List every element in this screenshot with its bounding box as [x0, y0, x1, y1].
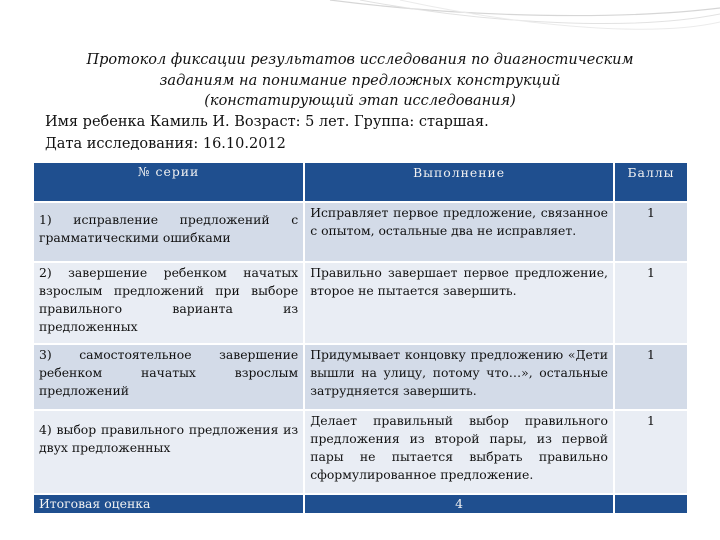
- title-line-3: (констатирующий этап исследования): [204, 93, 516, 109]
- total-label: Итоговая оценка: [34, 495, 303, 513]
- total-score: 4: [305, 495, 613, 513]
- title-line-1: Протокол фиксации результатов исследования по диагностическим: [86, 52, 634, 68]
- header-execution: Выполнение: [305, 163, 613, 201]
- row-score: 1: [615, 263, 687, 343]
- row-series: 4) выбор правильного предложения из двух предложенных: [34, 411, 303, 493]
- row-score: 1: [615, 345, 687, 409]
- row-score: 1: [615, 203, 687, 261]
- row-series: 2) завершение ребенком начатых взрослым предложений при выборе правильного варианта из предложенных: [34, 263, 303, 343]
- table-row: [34, 345, 687, 409]
- row-score: 1: [615, 411, 687, 493]
- total-row: [34, 495, 687, 513]
- title-line-2: заданиям на понимание предложных конструкций: [159, 72, 561, 89]
- header-series: № серии: [34, 163, 303, 201]
- table-header-row: [34, 163, 687, 201]
- header-score: Баллы: [615, 163, 687, 201]
- row-series: 1) исправление предложений с грамматическими ошибками: [34, 203, 303, 261]
- row-execution: Придумывает концовку предложению «Дети вышли на улицу, потому что…», остальные затрудняется завершить.: [305, 345, 613, 409]
- total-empty-cell: [615, 495, 687, 513]
- document-title: [40, 50, 680, 112]
- child-info: Имя ребенка Камиль И. Возраст: 5 лет. Группа: старшая.: [45, 114, 489, 130]
- table-row: [34, 263, 687, 343]
- row-execution: Исправляет первое предложение, связанное с опытом, остальные два не исправляет.: [305, 203, 613, 261]
- table-row: [34, 411, 687, 493]
- results-table: [32, 161, 689, 515]
- row-execution: Делает правильный выбор правильного предложения из второй пары, из первой пары не пытается выбрать правильно сформулированное предложение.: [305, 411, 613, 493]
- table-row: [34, 203, 687, 261]
- row-series: 3) самостоятельное завершение ребенком начатых взрослым предложений: [34, 345, 303, 409]
- row-execution: Правильно завершает первое предложение, второе не пытается завершить.: [305, 263, 613, 343]
- study-date: Дата исследования: 16.10.2012: [45, 136, 286, 152]
